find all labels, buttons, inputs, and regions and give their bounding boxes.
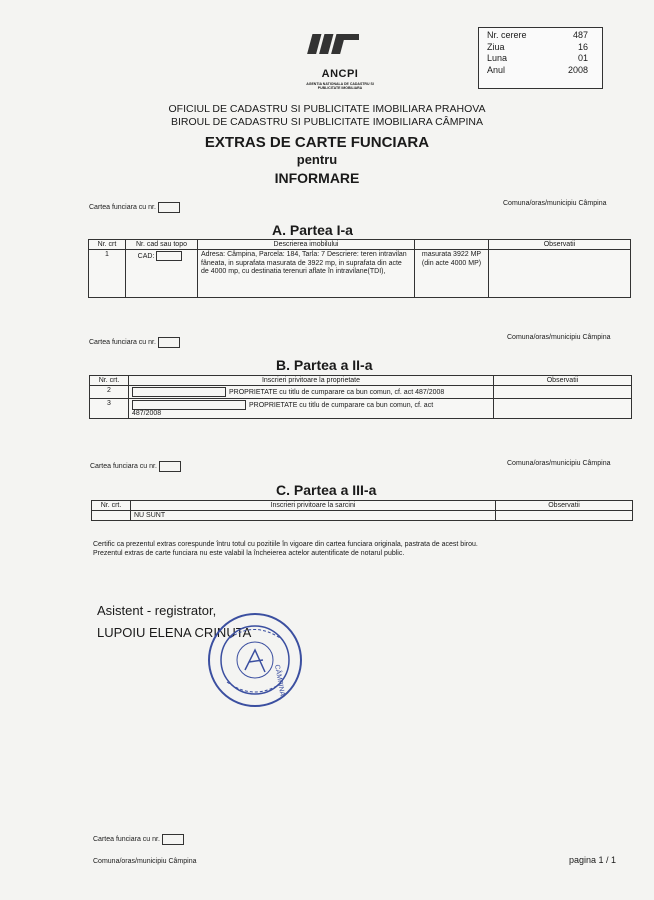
row-text-value: PROPRIETATE cu titlu de cumparare ca bun comun, cf. act [249,401,434,409]
signatory-name: LUPOIU ELENA CRINUTA [97,625,252,640]
certification-text [93,540,593,558]
cf-label-text: Cartea funciara cu nr. [93,836,160,843]
row-nr: 1 [89,250,126,298]
cad-box [156,251,182,261]
row-nr: 2 [90,386,129,399]
row-surface: masurata 3922 MP (din acte 4000 MP) [415,250,489,298]
cf-label-text: Cartea funciara cu nr. [90,463,157,470]
request-year-row [479,65,602,77]
col-observatii: Observatii [496,501,633,511]
cf-label-text: Cartea funciara cu nr. [89,339,156,346]
request-day-value: 16 [577,41,588,52]
request-number-row [479,30,602,42]
request-info-box [478,27,603,89]
row-nr: 3 [90,399,129,419]
ancpi-logo-icon [303,32,373,102]
col-nr-crt: Nr. crt. [90,376,129,386]
request-day-label: Ziua [487,41,505,52]
request-month-label: Luna [487,53,508,63]
request-year-label: Anul [487,64,506,75]
cf-number-label-1 [89,202,180,213]
col-nr-crt: Nr. crt [89,240,126,250]
cad-label: CAD: [137,252,155,260]
cf-number-box [162,834,184,845]
request-year-value: 2008 [567,64,588,75]
table-row [89,250,631,298]
row-observatii [494,386,632,399]
section-c-title: C. Partea a III-a [276,482,377,498]
cf-label-text: Cartea funciara cu nr. [89,204,156,211]
row-observatii [494,399,632,419]
document-pentru: pentru [296,152,338,167]
col-observatii: Observatii [489,240,631,250]
stamp-text: CÂMPINA [273,664,286,697]
table-row [90,399,632,419]
row-nr [92,511,131,521]
comuna-label-4: Comuna/oras/municipiu Câmpina [93,858,197,865]
table-header-row [92,501,633,511]
logo-name: ANCPI [321,68,359,80]
owner-box [132,387,226,397]
cf-number-box [158,202,180,213]
request-day-row [479,42,602,54]
comuna-label-2: Comuna/oras/municipiu Câmpina [507,334,611,341]
cf-number-box [159,461,181,472]
cf-number-box [158,337,180,348]
section-a-title: A. Partea I-a [272,222,353,238]
cf-number-label-3 [90,461,181,472]
cf-number-label-2 [89,337,180,348]
request-month-value: 01 [577,53,588,63]
comuna-label-3: Comuna/oras/municipiu Câmpina [507,460,611,467]
page-indicator [569,855,616,865]
request-number-value: 487 [572,30,588,40]
bureau-name: BIROUL DE CADASTRU SI PUBLICITATE IMOBILIARA CÂMPINA [171,116,483,128]
row-text: NU SUNT [131,511,496,521]
table-header-row [89,240,631,250]
document-purpose: INFORMARE [274,170,360,186]
col-observatii: Observatii [494,376,632,386]
row-observatii [496,511,633,521]
table-header-row [90,376,632,386]
comuna-label-1: Comuna/oras/municipiu Câmpina [503,200,607,207]
certification-line-1: Certific ca prezentul extras corespunde întru totul cu pozitiile în vigoare din cartea funciara originala, pastrata de acest birou. [93,541,478,548]
col-descriere: Descrierea imobilului [198,240,415,250]
section-b-title: B. Partea a II-a [276,357,373,373]
logo-subtitle: AGENTIA NATIONALA DE CADASTRU SI PUBLICITATE IMOBILIARA [306,82,374,90]
table-row [92,511,633,521]
row-text [129,399,494,419]
official-stamp-icon [205,610,305,710]
row-text-value: PROPRIETATE cu titlu de cumparare ca bun comun, cf. act 487/2008 [229,388,445,396]
col-nr-cad: Nr. cad sau topo [126,240,198,250]
request-month-row [479,53,602,65]
row-text-value-2: 487/2008 [132,410,162,417]
col-surface [415,240,489,250]
row-cad [126,250,198,298]
row-text [129,386,494,399]
cf-number-label-4 [93,834,184,845]
row-observatii [489,250,631,298]
document-title: EXTRAS DE CARTE FUNCIARA [204,134,430,151]
partea-2-table [89,375,632,419]
partea-3-table [91,500,633,521]
col-inscrieri: Inscrieri privitoare la proprietate [129,376,494,386]
page-label: pagina [569,855,597,865]
col-nr-crt: Nr. crt. [92,501,131,511]
certification-line-2: Prezentul extras de carte funciara nu este valabil la încheierea actelor autentificate de notarul public. [93,550,405,557]
request-number-label: Nr. cerere [487,30,527,40]
col-inscrieri: Inscrieri privitoare la sarcini [131,501,496,511]
table-row [90,386,632,399]
partea-1-table [88,239,631,298]
page-number: 1 / 1 [598,855,617,865]
office-name: OFICIUL DE CADASTRU SI PUBLICITATE IMOBILIARA PRAHOVA [168,103,486,115]
row-description: Adresa: Câmpina, Parcela: 184, Tarla: 7 Descriere: teren intravilan fâneata, in suprafata masurata de 3922 mp, in suprafata din acte de 4000 mp, cu destinatia terenuri aflate în intravilane(TDI), [198,250,415,298]
signatory-role: Asistent - registrator, [97,603,217,618]
owner-box [132,400,246,410]
